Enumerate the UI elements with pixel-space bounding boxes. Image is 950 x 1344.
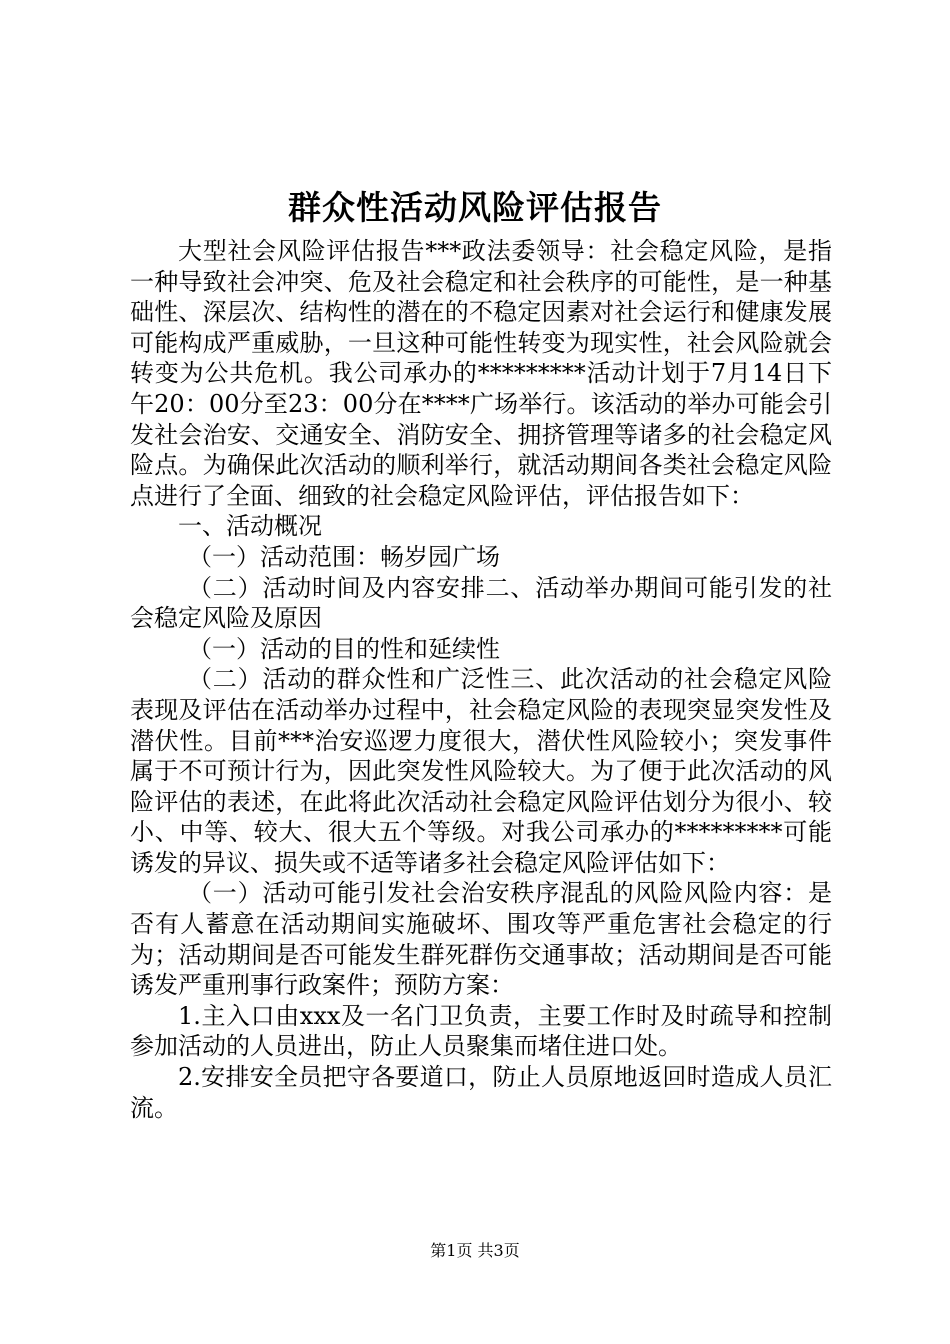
- document-title: 群众性活动风险评估报告: [288, 188, 662, 227]
- paragraph-security-risk: （一）活动可能引发社会治安秩序混乱的风险风险内容：是否有人蓄意在活动期间实施破坏、围攻等严重危害社会稳定的行为；活动期间是否可能发生群死群伤交通事故；活动期间是否可能诱发严重刑事行政案件；预防方案：: [130, 879, 832, 1000]
- paragraph-activity-scope: （一）活动范围：畅岁园广场: [188, 542, 500, 571]
- paragraph-measure-1: 1.主入口由xxx及一名门卫负责，主要工作时及时疏导和控制参加活动的人员进出，防止人员聚集而堵住进口处。: [130, 1001, 832, 1061]
- paragraph-risk-assessment: （二）活动的群众性和广泛性三、此次活动的社会稳定风险表现及评估在活动举办过程中，社会稳定风险的表现突显突发性及潜伏性。目前***治安巡逻力度很大，潜伏性风险较小；突发事件属于不可预计行为，因此突发性风险较大。为了便于此次活动的风险评估的表述，在此将此次活动社会稳定风险评估划分为很小、较小、中等、较大、很大五个等级。对我公司承办的*********可能诱发的异议、损失或不适等诸多社会稳定风险评估如下：: [130, 665, 832, 877]
- page-number-footer: 第1页 共3页: [430, 1241, 520, 1260]
- paragraph-section-1-heading: 一、活动概况: [178, 512, 322, 541]
- document-body: [130, 236, 832, 1123]
- paragraph-activity-schedule: （二）活动时间及内容安排二、活动举办期间可能引发的社会稳定风险及原因: [130, 573, 832, 633]
- paragraph-purpose: （一）活动的目的性和延续性: [188, 634, 500, 663]
- paragraph-intro: 大型社会风险评估报告***政法委领导：社会稳定风险，是指一种导致社会冲突、危及社会稳定和社会秩序的可能性，是一种基础性、深层次、结构性的潜在的不稳定因素对社会运行和健康发展可能构成严重威胁，一旦这种可能性转变为现实性，社会风险就会转变为公共危机。我公司承办的*********活动计划于7月14日下午20：00分至23：00分在****广场举行。该活动的举办可能会引发社会治安、交通安全、消防安全、拥挤管理等诸多的社会稳定风险点。为确保此次活动的顺利举行，就活动期间各类社会稳定风险点进行了全面、细致的社会稳定风险评估，评估报告如下：: [130, 237, 832, 510]
- paragraph-measure-2: 2.安排安全员把守各要道口，防止人员原地返回时造成人员汇流。: [130, 1063, 832, 1122]
